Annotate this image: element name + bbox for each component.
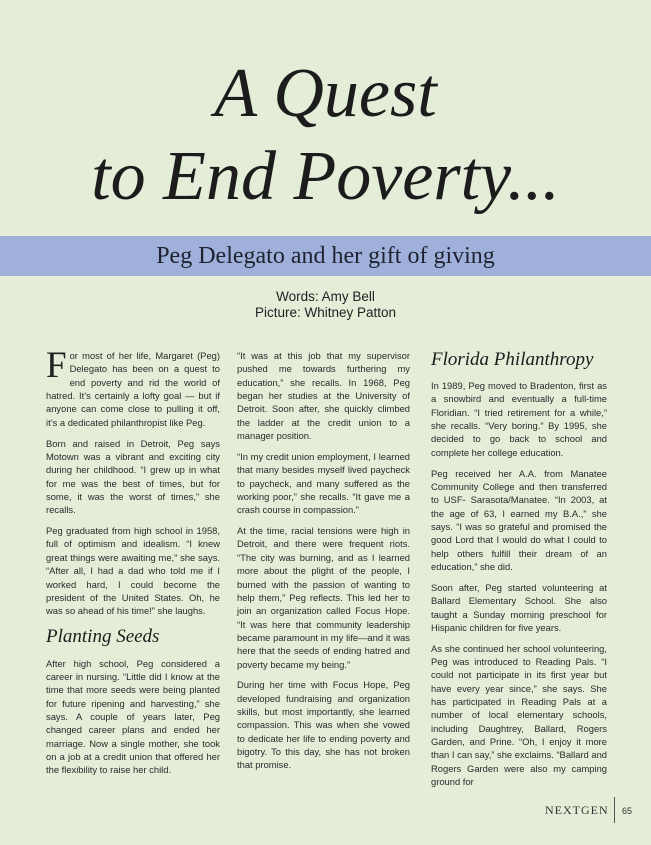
column-3 bbox=[431, 349, 607, 796]
paragraph: Soon after, Peg started volunteering at Ballard Elementary School. She also taught a Sunday morning preschool for Hispanic children for five years. bbox=[431, 581, 607, 633]
paragraph: Born and raised in Detroit, Peg says Motown was a vibrant and exciting city during her childhood. “I grew up in what for me was the best of times, but for some, it was the worst of times,” she recalls. bbox=[46, 437, 220, 516]
section-heading: Planting Seeds bbox=[46, 625, 160, 647]
article-title-line-2: to End Poverty... bbox=[91, 138, 560, 215]
column-1 bbox=[46, 345, 220, 784]
magazine-name: NEXTGEN bbox=[545, 803, 609, 817]
paragraph: As she continued her school volunteering, Peg was introduced to Reading Pals. “I could not participate in its first year but have every year since,” she says. She has participated in Reading Pals at a number of local elementary schools, including Daughtrey, Ballard, Rogers Garden, and Prine. “Oh, I enjoy it more than I can say,” she exclaims. “Ballard and Rogers Garden were also my camping ground for bbox=[431, 642, 607, 788]
paragraph: At the time, racial tensions were high in Detroit, and there were frequent riots. “The city was burning, and as I learned more about the plight of the people, I burned with the passion of wanting to help them,” Peg reflects. This led her to join an organization called Focus Hope. “It was here that community leadership became paramount in my life—and it was here that the seeds of ending hatred and poverty became my being.” bbox=[237, 525, 410, 670]
credits bbox=[0, 289, 651, 321]
paragraph: In 1989, Peg moved to Bradenton, first as a snowbird and eventually a full-time Floridian. “I tried retirement for a while,” she recalls. “Very boring.” By 1995, she decided to go back to school and complete her college education. bbox=[431, 380, 607, 458]
subtitle-band bbox=[0, 236, 651, 276]
paragraph: “It was at this job that my supervisor pushed me towards furthering my education,” she recalls. In 1968, Peg began her studies at the University of Detroit. Soon after, she quickly climbed the ladder at the credit union to a manager position. bbox=[237, 350, 410, 442]
paragraph: After high school, Peg considered a career in nursing. “Little did I know at the time that more seeds were being planted for future ripening and harvesting,” she says. A couple of years later, Peg changed career plans and ended her marriage. Now a single mother, she took on a job at a credit union that offered her the flexibility to raise her child. bbox=[46, 657, 220, 776]
picture-credit: Picture: Whitney Patton bbox=[254, 305, 397, 320]
article-title-line-1: A Quest bbox=[214, 55, 437, 132]
paragraph-text: or most of her life, Margaret (Peg) Delegato has been on a quest to end poverty and rid the world of hatred. It’s certainly a lofty goal — but if anyone can come close to pulling it off, it’s a dedicated philanthropist like Peg. bbox=[46, 350, 220, 428]
paragraph: “In my credit union employment, I learned that many besides myself lived paycheck to paycheck, and many suffered as the working poor,” she recalls. “It gave me a crash course in compassion.” bbox=[237, 450, 410, 516]
page-number: 65 bbox=[622, 806, 633, 816]
paragraph: Peg received her A.A. from Manatee Community College and then transferred to USF- Sarasota/Manatee. “In 2003, at the age of 63, I earned my B.A.,” she says. “I was so grateful and promised the good Lord that I would do what I could to help others fulfill their dream of an education,” she did. bbox=[431, 467, 607, 572]
drop-cap: F bbox=[46, 345, 67, 386]
article-subtitle: Peg Delegato and her gift of giving bbox=[156, 243, 495, 269]
footer-divider bbox=[614, 797, 615, 823]
paragraph: Peg graduated from high school in 1958, full of optimism and idealism. “I knew great things were awaiting me,” she says. “After all, I had a dad who told me if I worked hard, I could become the president of the United States. Oh, he was so ahead of his time!” she laughs. bbox=[46, 525, 220, 617]
paragraph: During her time with Focus Hope, Peg developed fundraising and organization skills, but most importantly, she learned compassion. This was when she vowed to dedicate her life to ending poverty and bigotry. To this day, she has not broken that promise. bbox=[237, 679, 410, 771]
paragraph bbox=[46, 345, 220, 429]
column-2 bbox=[237, 349, 410, 779]
section-heading: Florida Philanthropy bbox=[431, 349, 594, 370]
words-credit: Words: Amy Bell bbox=[276, 289, 375, 304]
